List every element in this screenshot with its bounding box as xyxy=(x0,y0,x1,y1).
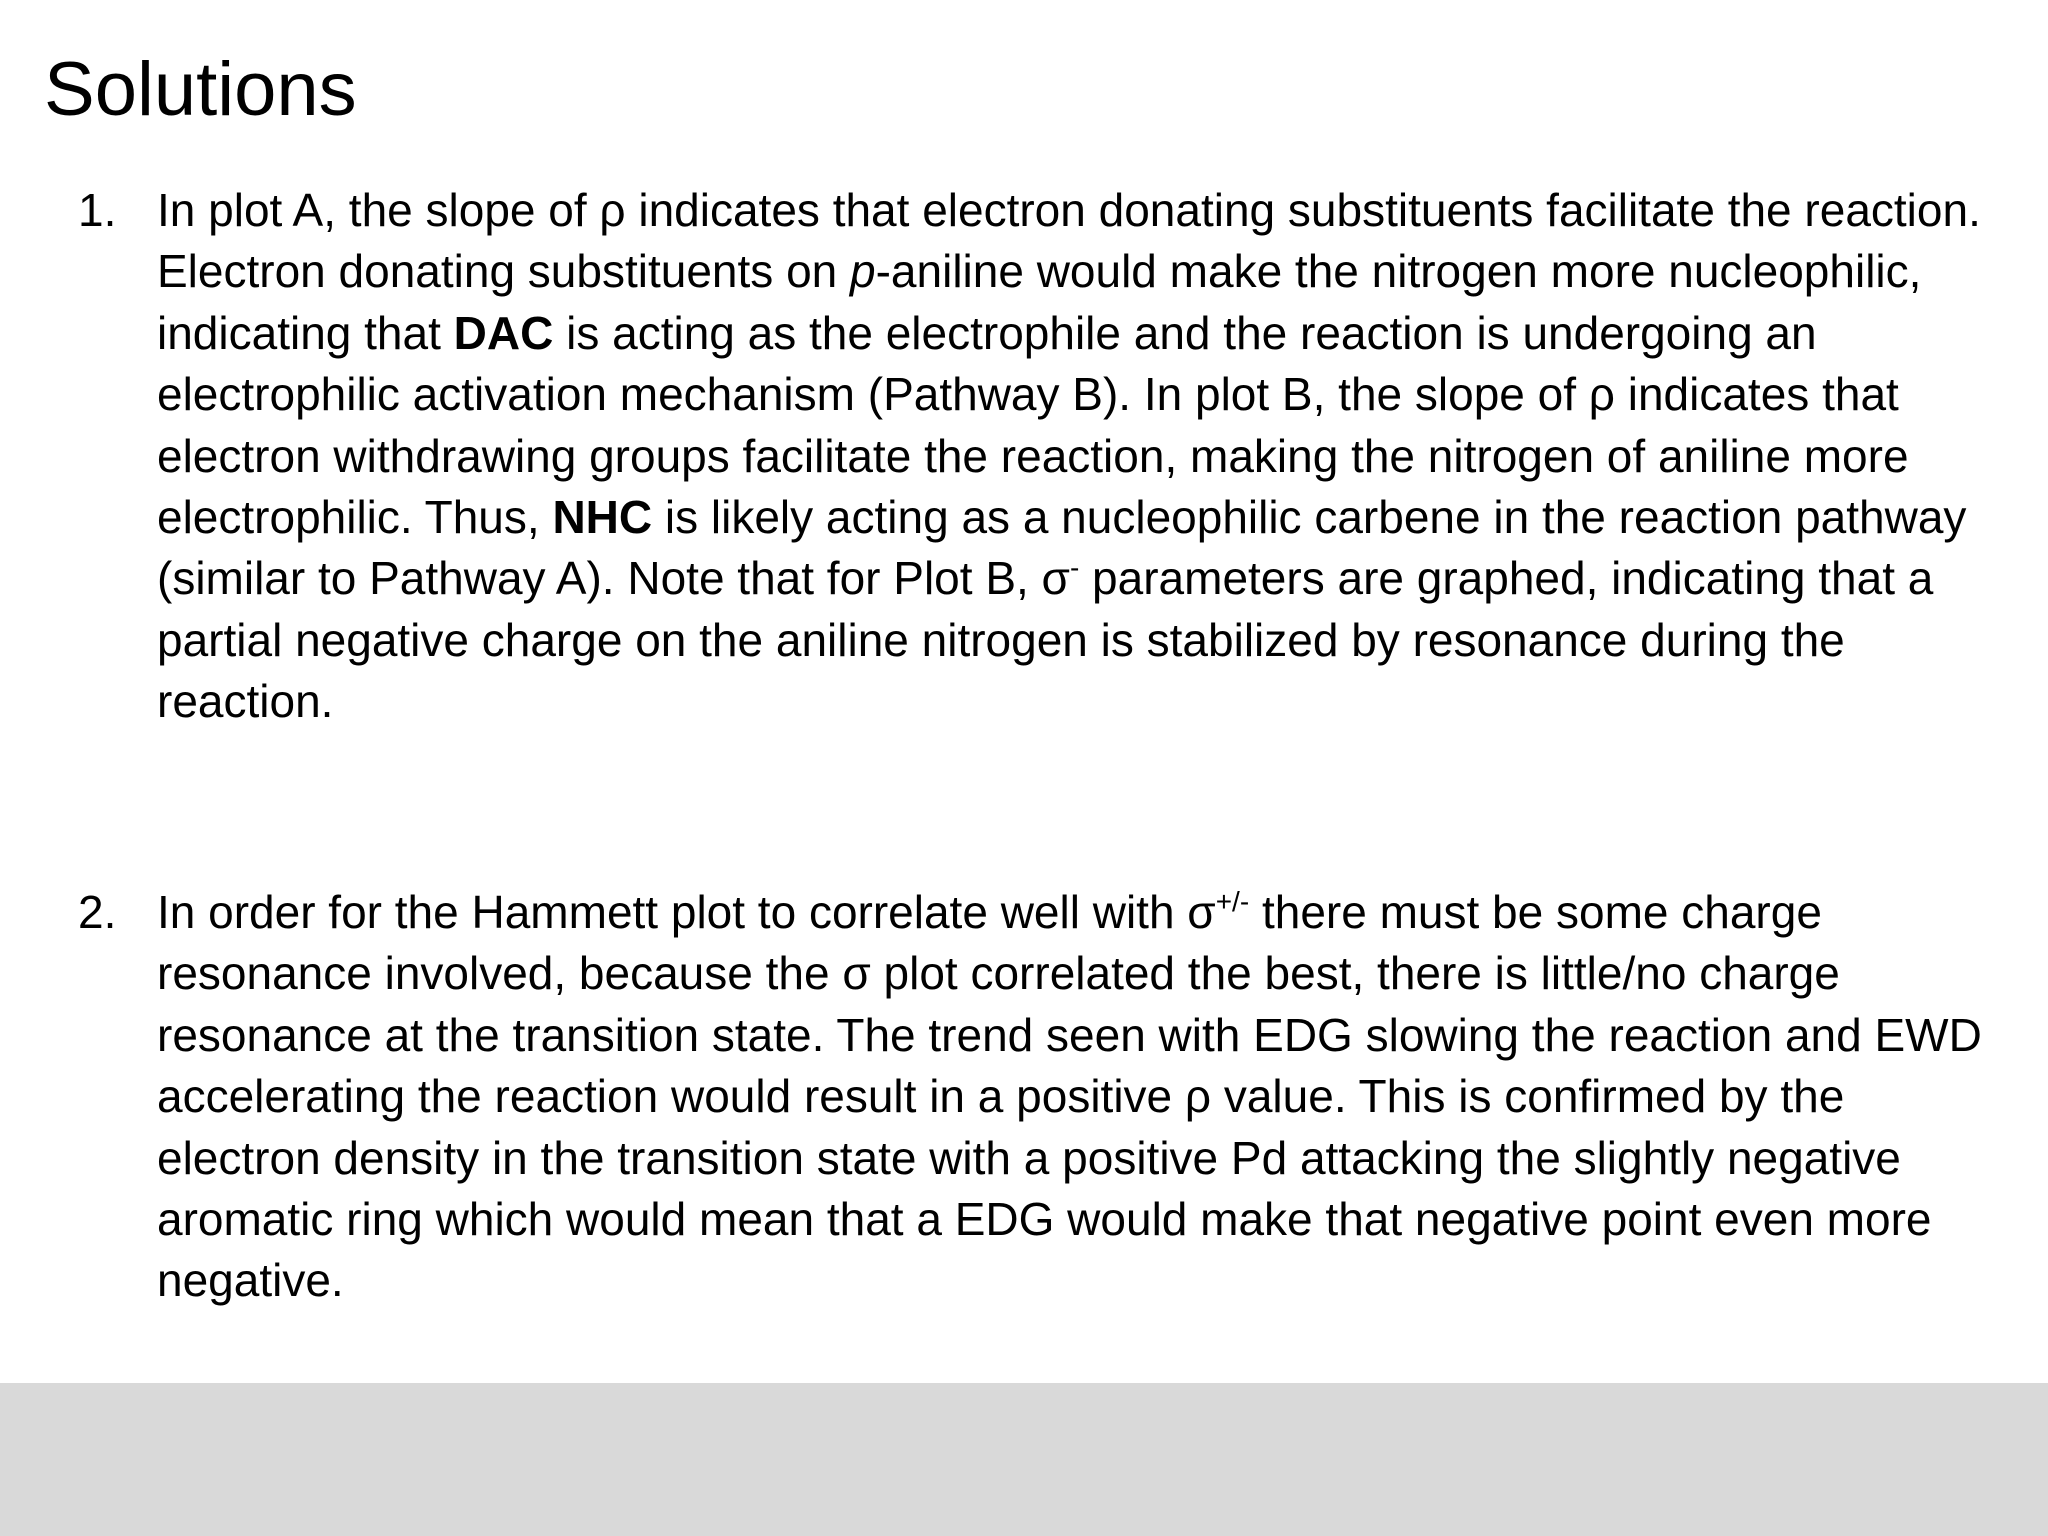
italic-text: p xyxy=(850,245,876,298)
footer-band xyxy=(0,1383,2048,1536)
text-segment: In plot A, the slope of ρ indicates that electron donating substituents facilitate the reaction. Electron donating substituents on xyxy=(157,184,1981,298)
text-segment: In order for the Hammett plot to correlate well with σ xyxy=(157,886,1216,938)
bold-text-dac: DAC xyxy=(453,306,554,359)
text-segment: is acting as the electrophile and the reaction is undergoing an electrophilic activation mechanism (Pathway B). In plot B, the slope of ρ indicates that electron withdrawing groups facilitate the reaction, making the nitrogen of aniline more electrophilic. Thus, xyxy=(157,306,1909,544)
solution-item-2 xyxy=(78,882,2017,1312)
bold-text-nhc: NHC xyxy=(552,491,653,544)
solution-item-1 xyxy=(78,180,2017,733)
item-number: 2. xyxy=(78,886,117,938)
text-segment: parameters are graphed, indicating that a partial negative charge on the aniline nitrogen is stabilized by resonance during the reaction. xyxy=(157,552,1934,728)
slide-title: Solutions xyxy=(44,47,357,132)
superscript: +/- xyxy=(1215,886,1250,917)
text-segment: there must be some charge resonance involved, because the σ plot correlated the best, there is little/no charge resonance at the transition state. The trend seen with EDG slowing the reaction and EWD accelerating the reaction would result in a positive ρ value. This is confirmed by the electron density in the transition state with a positive Pd attacking the slightly negative aromatic ring which would mean that a EDG would make that negative point even more negative. xyxy=(157,886,1982,1307)
item-number: 1. xyxy=(78,184,117,236)
text-segment: -aniline would make the nitrogen more nucleophilic, indicating that xyxy=(157,245,1922,359)
item-text xyxy=(157,180,2017,733)
item-text xyxy=(157,882,2017,1312)
text-segment: is likely acting as a nucleophilic carbene in the reaction pathway (similar to Pathway A). Note that for Plot B, σ xyxy=(157,491,1967,605)
superscript: - xyxy=(1069,552,1080,584)
